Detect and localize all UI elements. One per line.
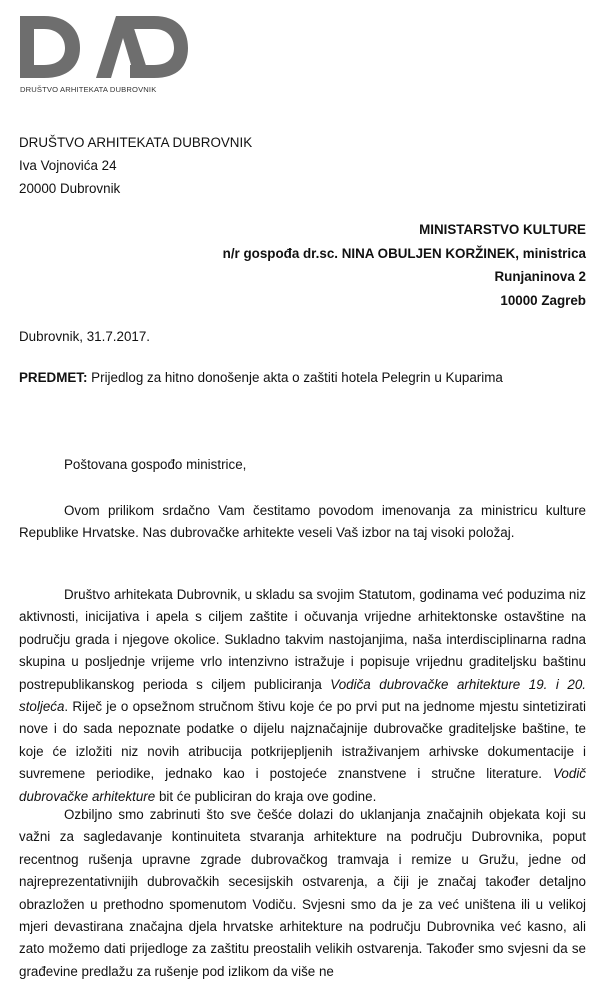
recipient-institution: MINISTARSTVO KULTURE <box>419 222 586 237</box>
sender-street: Iva Vojnovića 24 <box>19 158 117 173</box>
logo-letter-d1 <box>20 16 80 78</box>
letter-date: Dubrovnik, 31.7.2017. <box>19 329 151 344</box>
paragraph-guide-part1: Društvo arhitekata Dubrovnik, u skladu sa svojim Statutom, godinama već poduzima niz aktivnosti, inicijativa i apela s ciljem zaštite i očuvanja vrijedne arhitektonske ostavštine na području grada i njegove okolice. Sukladno takvim nastojanjima, naša interdisciplinarna radna skupina u posljednje vrijeme vrlo intenzivno istražuje i popisuje vrijednu graditeljsku baštinu postrepublikanskog perioda s ciljem publiciranja <box>19 587 586 692</box>
recipient-street: Runjaninova 2 <box>494 269 586 284</box>
paragraph-guide <box>19 584 586 808</box>
logo-subtitle: DRUŠTVO ARHITEKATA DUBROVNIK <box>20 85 157 94</box>
paragraph-guide-part2: . Riječ je o opsežnom stručnom štivu koje će po prvi put na jednome mjestu sintetizirati nove i do sada nepoznate podatke o dijelu najznačajnije dubrovačke graditeljske baštine, te koje će izložiti niz novih atribucija potkrijepljenih istraživanjem arhivske dokumentacije i suvremene periodike, jednako kao i postojeće znanstvene i stručne literature. <box>19 699 586 782</box>
dad-logo-mark <box>18 12 190 82</box>
recipient-attn: n/r gospođa dr.sc. NINA OBULJEN KORŽINEK, ministrica <box>222 245 586 261</box>
recipient-city: 10000 Zagreb <box>500 292 586 308</box>
subject-text: Prijedlog za hitno donošenje akta o zaštiti hotela Pelegrin u Kuparima <box>87 370 503 385</box>
paragraph-concern: Ozbiljno smo zabrinuti što sve češće dolazi do uklanjanja značajnih objekata koji su važni za sagledavanje kontinuiteta stvaranja arhitekture na području Dubrovnika, poput recentnog rušenja upravne zgrade dubrovačkog tramvaja i remize u Gružu, jedne od najreprezentativnijih dubrovačkih secesijskih ostvarenja, a čiji je značaj također detaljno obrazložen u prethodno spomenutom Vodiču. Svjesni smo da je za već uništena ili u velikoj mjeri devastirana značajna djela hrvatske arhitekture na području Dubrovnika već kasno, ali zato možemo dati prijedloge za zaštitu preostalih velikih ostvarenja. Također smo svjesni da se građevine predlažu za rušenje pod izlikom da više ne <box>19 807 586 979</box>
greeting: Poštovana gospođo ministrice, <box>64 457 247 472</box>
sender-address <box>19 131 252 200</box>
paragraph-guide-part3: bit će publiciran do kraja ove godine. <box>155 788 377 804</box>
guide-title-italic-2: Vodič dubrovačke arhitekture <box>19 766 586 804</box>
recipient-address <box>223 218 586 312</box>
subject-line <box>19 370 503 385</box>
subject-label: PREDMET: <box>19 370 88 385</box>
sender-city: 20000 Dubrovnik <box>19 181 121 196</box>
sender-name: DRUŠTVO ARHITEKATA DUBROVNIK <box>19 135 253 150</box>
paragraph-congratulations: Ovom prilikom srdačno Vam čestitamo povodom imenovanja za ministricu kulture Republike Hrvatske. Nas dubrovačke arhitekte veseli Vaš izbor na taj visoki položaj. <box>19 503 586 541</box>
guide-title-italic: Vodiča dubrovačke arhitekture 19. i 20. stoljeća <box>19 676 586 715</box>
dad-logo <box>18 12 190 104</box>
